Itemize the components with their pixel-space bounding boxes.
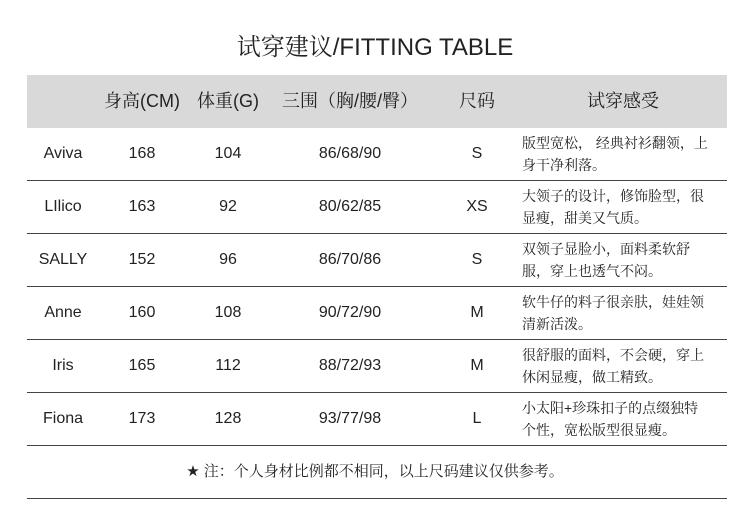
feel-line: 双领子显脸小，面料柔软舒: [522, 241, 690, 257]
cell-weight: 104: [214, 145, 242, 162]
cell-feel: [522, 393, 727, 445]
header-height: 身高(CM): [104, 91, 180, 111]
table-header: [27, 75, 727, 128]
cell-height: 160: [128, 304, 156, 321]
feel-line: 休闲显瘦，做工精致。: [522, 369, 662, 385]
table-row: [27, 340, 727, 393]
feel-line: 小太阳+珍珠扣子的点缀独特: [522, 400, 699, 416]
fitting-table: [27, 75, 727, 447]
bottom-divider: [27, 498, 727, 499]
cell-feel: [522, 287, 727, 339]
cell-name: Aviva: [43, 145, 83, 162]
footer-note: ★ 注：个人身材比例都不相同，以上尺码建议仅供参考。: [186, 463, 564, 480]
cell-name: LIlico: [44, 198, 82, 215]
cell-measurements: 88/72/93: [318, 357, 382, 374]
cell-weight: 96: [219, 251, 237, 268]
cell-name: Iris: [52, 357, 74, 374]
cell-measurements: 93/77/98: [318, 410, 382, 427]
feel-line: 软牛仔的料子很亲肤，娃娃领: [522, 294, 704, 310]
cell-feel: [522, 234, 727, 286]
cell-size: XS: [466, 198, 488, 215]
cell-size: M: [470, 357, 484, 374]
feel-line: 服，穿上也透气不闷。: [522, 263, 662, 279]
cell-feel: [522, 128, 727, 180]
cell-size: L: [472, 410, 482, 427]
cell-weight: 128: [214, 410, 242, 427]
cell-measurements: 90/72/90: [318, 304, 382, 321]
table-row: [27, 287, 727, 340]
cell-feel: [522, 181, 727, 233]
cell-measurements: 80/62/85: [318, 198, 382, 215]
cell-name: SALLY: [38, 251, 88, 268]
header-weight: 体重(G): [197, 91, 259, 111]
table-row: [27, 181, 727, 234]
cell-name: Fiona: [42, 410, 84, 427]
page-title: 试穿建议/FITTING TABLE: [236, 34, 514, 61]
cell-height: 165: [128, 357, 156, 374]
table-row: [27, 128, 727, 181]
cell-height: 173: [128, 410, 156, 427]
header-size: 尺码: [459, 91, 495, 111]
table-row: [27, 234, 727, 287]
cell-weight: 108: [214, 304, 242, 321]
feel-line: 个性，宽松版型很显瘦。: [522, 422, 676, 438]
cell-measurements: 86/70/86: [318, 251, 382, 268]
feel-line: 版型宽松， 经典衬衫翻领，上: [522, 135, 708, 151]
cell-height: 168: [128, 145, 156, 162]
cell-height: 163: [128, 198, 156, 215]
cell-name: Anne: [44, 304, 82, 321]
header-feel: 试穿感受: [587, 91, 659, 111]
feel-line: 显瘦，甜美又气质。: [522, 210, 648, 226]
feel-line: 很舒服的面料，不会硬，穿上: [522, 347, 704, 363]
table-row: [27, 393, 727, 446]
feel-line: 大领子的设计，修饰脸型，很: [522, 188, 704, 204]
feel-line: 身干净利落。: [522, 157, 606, 173]
cell-feel: [522, 340, 727, 392]
cell-weight: 92: [219, 198, 237, 215]
cell-height: 152: [128, 251, 156, 268]
header-measurements: 三围（胸/腰/臀）: [281, 91, 418, 111]
cell-size: M: [470, 304, 484, 321]
cell-weight: 112: [215, 357, 241, 374]
cell-size: S: [471, 251, 483, 268]
cell-size: S: [471, 145, 483, 162]
cell-measurements: 86/68/90: [318, 145, 382, 162]
feel-line: 清新活泼。: [522, 316, 592, 332]
